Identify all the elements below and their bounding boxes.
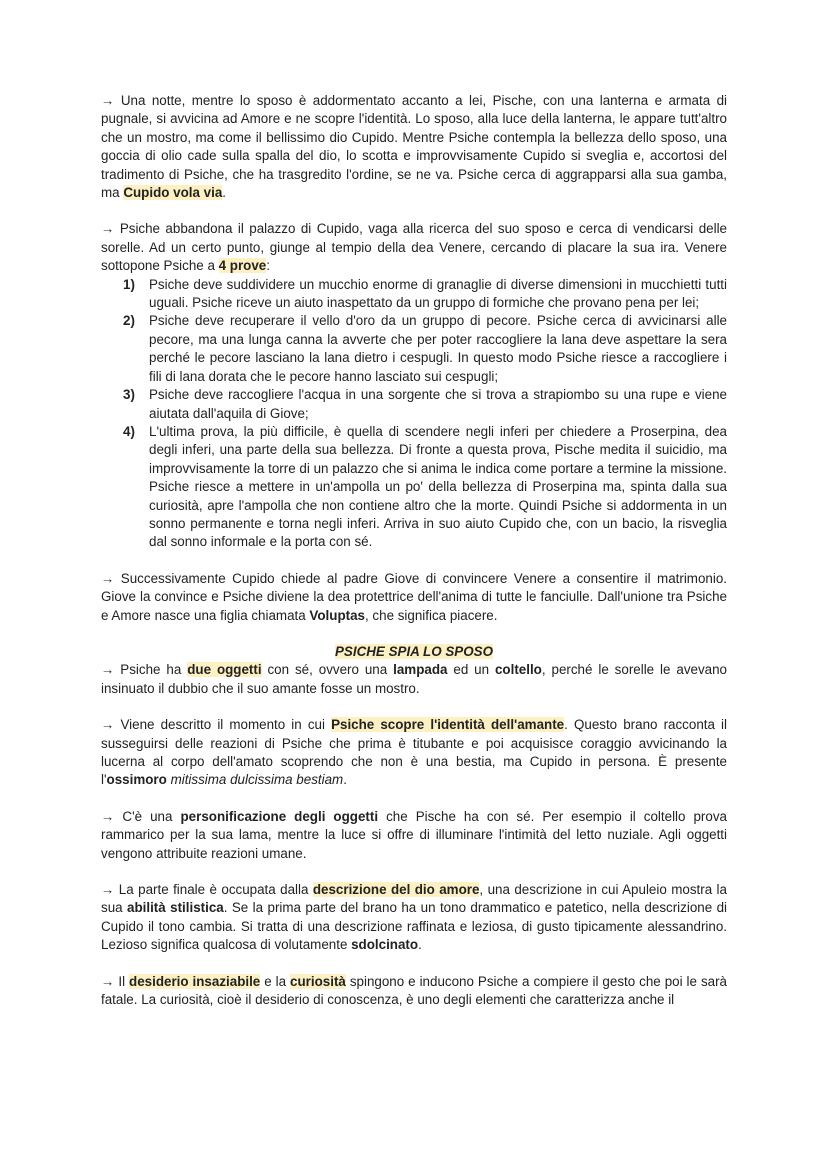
text: con sé, ovvero una (261, 662, 394, 678)
list-number: 4) (123, 423, 135, 439)
list-item (101, 423, 727, 552)
list-text: Psiche deve raccogliere l'acqua in una sorgente che si trova a strapiombo su una rupe e viene aiutata dall'aquila di Giove; (149, 387, 727, 421)
list-number: 3) (123, 387, 135, 403)
paragraph-descrizione (101, 881, 727, 955)
prove-list (101, 276, 727, 552)
paragraph-desiderio (101, 973, 727, 1010)
document-page (101, 92, 727, 1009)
text: → C'è una (101, 808, 181, 824)
text: → La parte finale è occupata dalla (101, 882, 313, 898)
list-number: 1) (123, 276, 135, 292)
text: → Il (101, 973, 130, 989)
text: → Psiche ha (101, 662, 188, 678)
italic-term: mitissima dulcissima bestiam (170, 772, 344, 788)
text: → Psiche abbandona il palazzo di Cupido, vaga alla ricerca del suo sposo e cerca di vendicarsi delle sorelle. Ad un certo punto, giunge al tempio della dea Venere, cercando di placare la sua ira. Venere sottopone Psiche a (101, 221, 727, 274)
list-text: L'ultima prova, la più difficile, è quella di scendere negli inferi per chiedere a Proserpina, dea degli inferi, una parte della sua bellezza. Di fronte a questa prova, Pische medita il suicidio, ma improvvisamente la torre di un palazzo che si anima le indica come portare a termine la missione. Psiche riesce a mettere in un'ampolla un po' della bellezza di Proserpina ma, spinta dalla sua curiosità, apre l'ampolla che non contiene altro che la morte. Quindi Psiche si addormenta in un sonno permanente e torna negli inferi. Arriva in suo aiuto Cupido che, con un bacio, la risveglia dal sonno informale e la porta con sé. (149, 423, 727, 550)
text: spingono e inducono Psiche a compiere il gesto che poi le sarà fatale. La curiosità, cioè il desiderio di conoscenza, è uno degli elementi che caratterizza anche il (101, 973, 727, 1008)
text: → Viene descritto il momento in cui (101, 717, 332, 733)
highlight: desiderio insaziabile (129, 973, 261, 989)
highlight: 4 prove (218, 258, 267, 274)
highlight: due oggetti (187, 662, 262, 678)
highlight: Cupido vola via (123, 185, 223, 201)
paragraph-personificazione (101, 808, 727, 863)
bold-term: sdolcinato (351, 937, 419, 953)
bold-term: lampada (393, 662, 448, 678)
text: : (266, 258, 270, 274)
list-item (101, 276, 727, 313)
section-heading (101, 643, 727, 661)
text: . (222, 185, 227, 201)
list-item (101, 312, 727, 386)
highlight: descrizione del dio amore (312, 882, 480, 898)
text: . (343, 772, 347, 788)
text: → Successivamente Cupido chiede al padre Giove di convincere Venere a consentire il matrimonio. Giove la convince e Psiche diviene la dea protettrice dell'anima di tutte le fanciulle. Dall'unione tra Psiche e Amore nasce una figlia chiamata (101, 570, 727, 623)
list-number: 2) (123, 313, 135, 329)
text: , una descrizione in cui Apuleio mostra la sua (101, 882, 727, 916)
paragraph-identita (101, 716, 727, 790)
text: . (418, 937, 422, 953)
list-text: Psiche deve recuperare il vello d'oro da un gruppo di pecore. Psiche cerca di avvicinarsi alle pecore, ma una lunga canna la avverte che per poter raccogliere la lana deve aspettare la sera perché le pecore lasciano la lana dietro i cespugli. In questo modo Psiche riesce a raccogliere i fili di lana dorata che le pecore hanno lasciato sui cespugli; (149, 313, 727, 384)
text: , perché le sorelle le avevano insinuato il dubbio che il suo amante fosse un mostro. (101, 662, 728, 696)
heading-text: PSICHE SPIA LO SPOSO (335, 643, 493, 659)
bold-term: Voluptas (309, 607, 365, 623)
text: che Pische ha con sé. Per esempio il coltello prova rammarico per la sua lama, mentre la luce si offre di illuminare l'intimità del letto nuziale. Agli oggetti vengono attribuite reazioni umane. (101, 808, 727, 861)
bold-term: personificazione degli oggetti (180, 808, 379, 824)
highlight: Psiche scopre l'identità dell'amante (331, 717, 565, 733)
text: . Se la prima parte del brano ha un tono drammatico e patetico, nella descrizione di Cupido il tono cambia. Si tratta di una descrizione raffinata e leziosa, di gusto tipicamente alessandrino. Lezioso significa qualcosa di volutamente (101, 900, 727, 953)
paragraph-night-scene (101, 92, 727, 202)
list-item (101, 386, 727, 423)
bold-term: coltello (494, 662, 542, 678)
text: , che significa piacere. (364, 607, 498, 623)
list-text: Psiche deve suddividere un mucchio enorme di granaglie di diverse dimensioni in mucchietti tutti uguali. Psiche riceve un aiuto inaspettato da un gruppo di formiche che provano pena per lei; (149, 276, 727, 311)
highlight: curiosità (290, 973, 346, 989)
text: → Una notte, mentre lo sposo è addormentato accanto a lei, Pische, con una lanterna e armata di pugnale, si avvicina ad Amore e ne scopre l'identità. Lo sposo, alla luce della lanterna, le appare tutt'altro che un mostro, ma come il bellissimo dio Cupido. Mentre Psiche contempla la bellezza dello sposo, una goccia di olio cade sulla spalla del dio, lo scotta e improvvisamente Cupido si sveglia e, accortosi del tradimento di Psiche, che ha trasgredito l'ordine, se ne va. Psiche cerca di aggrapparsi alla sua gamba, ma (101, 93, 727, 201)
paragraph-venere-prove (101, 220, 727, 275)
text: . Questo brano racconta il susseguirsi delle reazioni di Psiche che prima è titubante e poi acquisisce coraggio avvicinando la lucerna al corpo dell'amato scoprendo che non è una bestia, ma Cupido in persona. È presente l' (101, 717, 727, 788)
bold-term: abilità stilistica (127, 900, 224, 916)
bold-term: ossimoro (106, 772, 167, 788)
text: ed un (447, 662, 495, 678)
text: e la (260, 973, 291, 989)
paragraph-due-oggetti (101, 661, 727, 698)
paragraph-matrimonio (101, 570, 727, 625)
